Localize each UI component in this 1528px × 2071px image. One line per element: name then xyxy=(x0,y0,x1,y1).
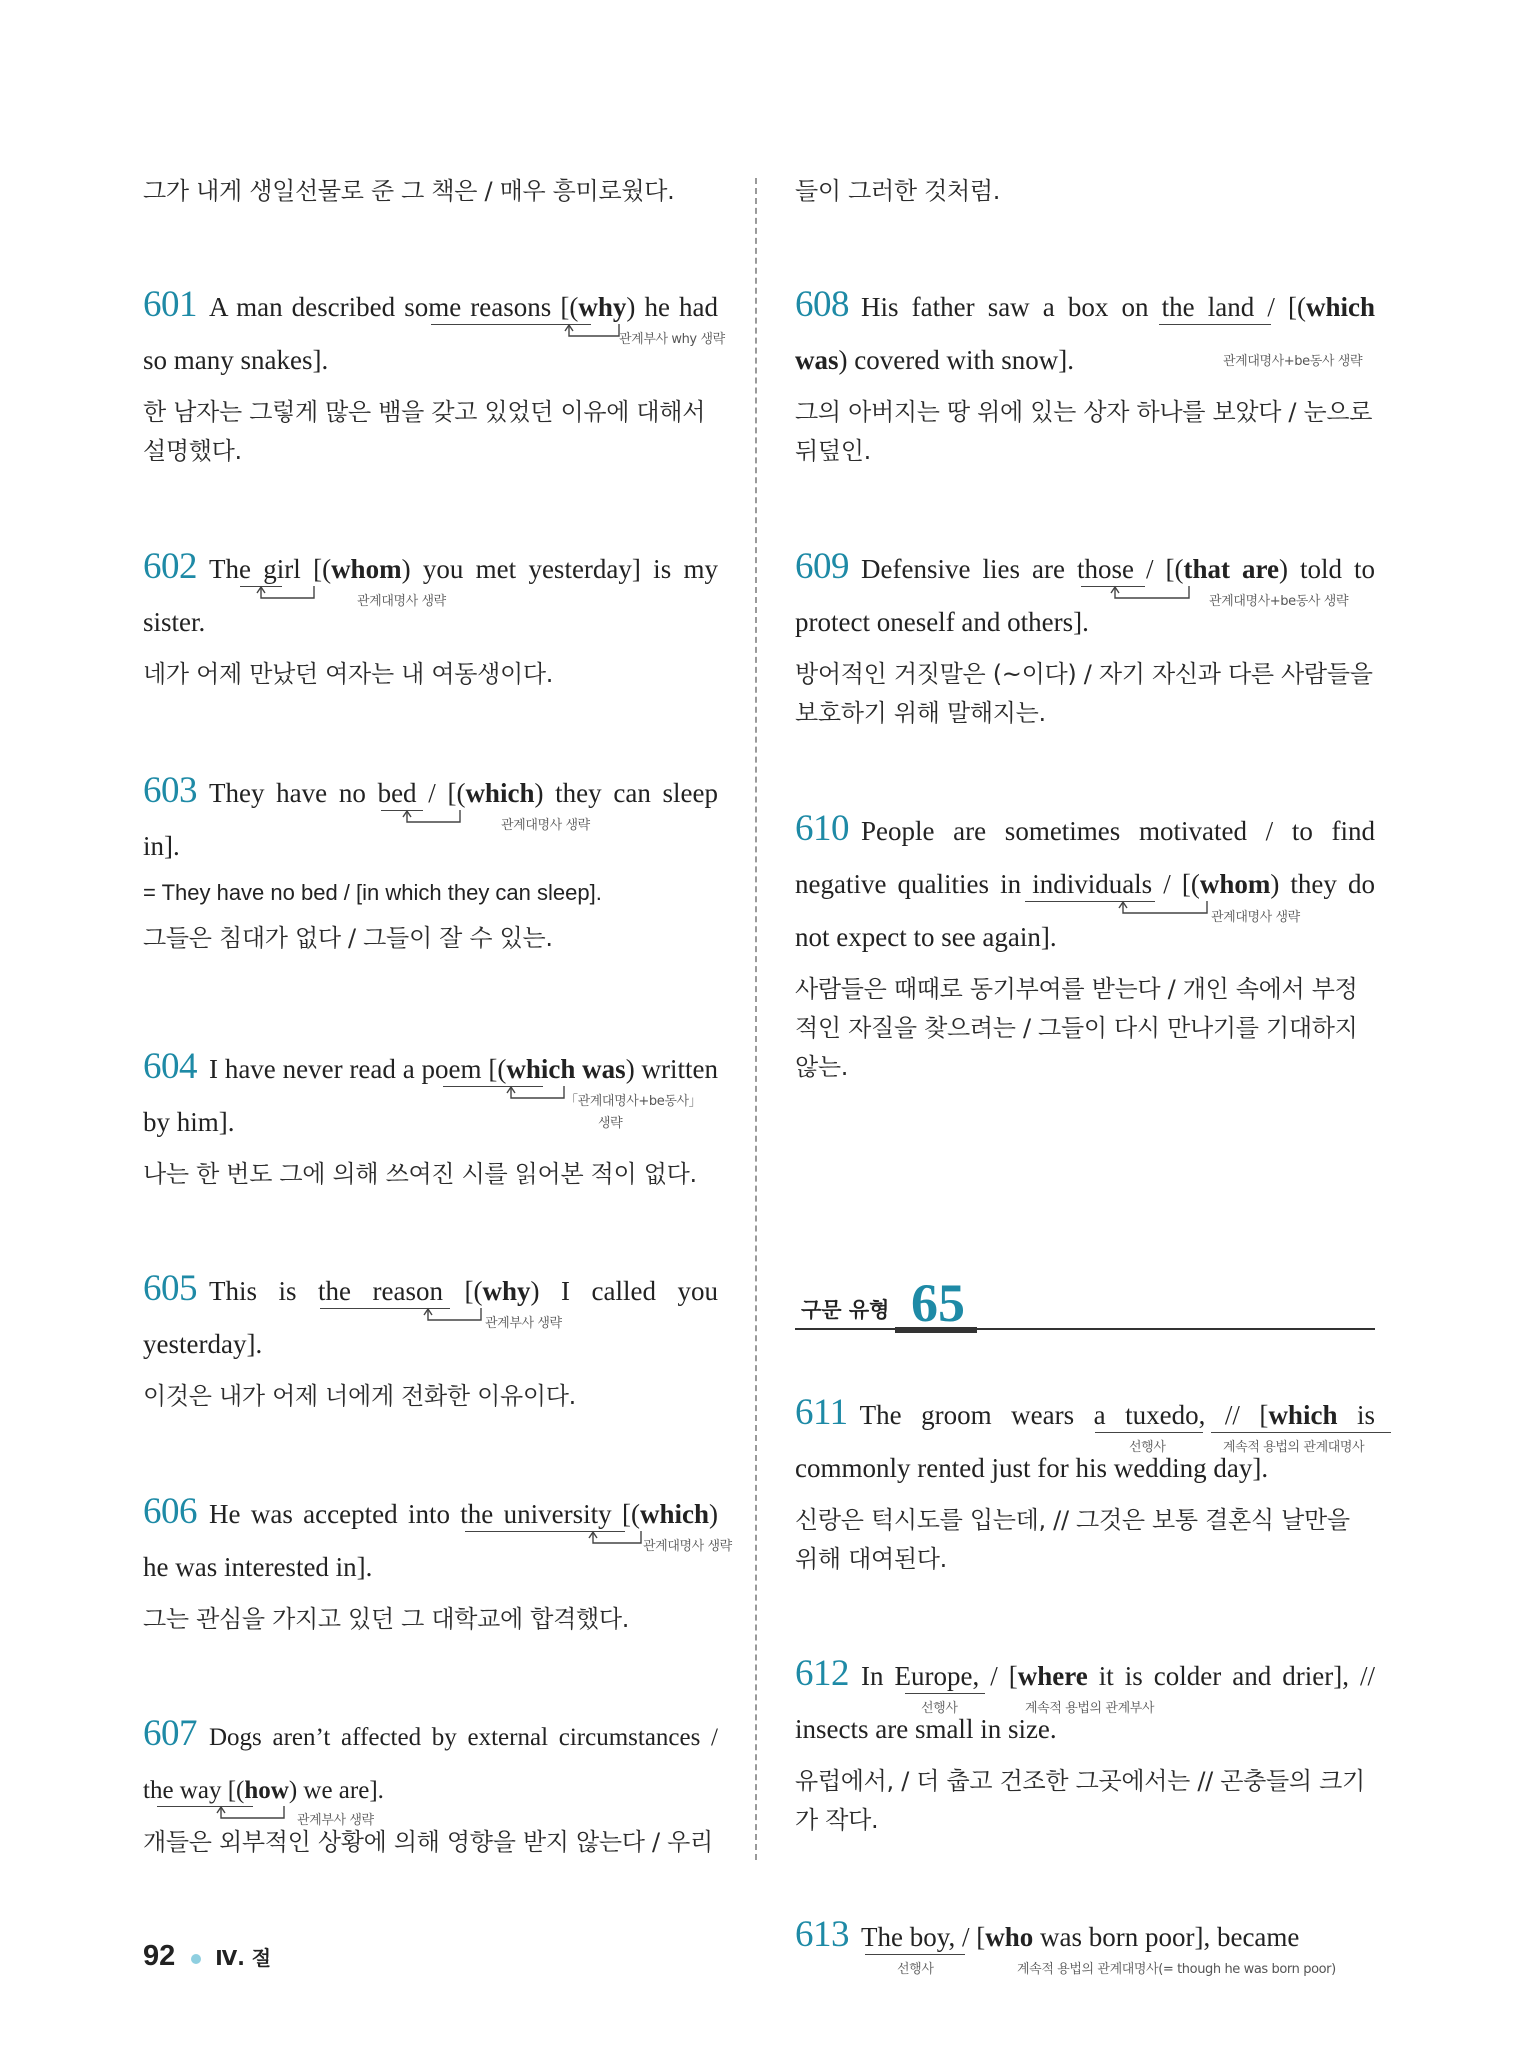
grammar-note: 계속적 용법의 관계대명사(= though he was born poor) xyxy=(1017,1962,1336,1977)
sentence-number: 605 xyxy=(143,1268,197,1309)
relative-word: who xyxy=(985,1922,1034,1952)
grammar-note: 「관계대명사+be동사」 xyxy=(565,1094,702,1109)
sentence-ko: 네가 어제 만났던 여자는 내 여동생이다. xyxy=(143,660,554,688)
antecedent: a tuxedo xyxy=(1093,1400,1199,1430)
grammar-note: 관계부사 생략 xyxy=(297,1813,374,1828)
grammar-note: 관계부사 생략 xyxy=(485,1316,562,1331)
antecedent-note: 선행사 xyxy=(897,1962,934,1977)
sentence-number: 604 xyxy=(143,1046,197,1087)
relative-word: which xyxy=(465,778,535,808)
sentence-ko: 방어적인 거짓말은 (~이다) / 자기 자신과 다른 사람들을 보호하기 위해 말해지는. xyxy=(795,660,1373,727)
omission-arrow-icon xyxy=(259,586,319,606)
right-top-line: 들이 그러한 것처럼. xyxy=(795,177,1001,205)
sentence-ko: 그들은 침대가 없다 / 그들이 잘 수 있는. xyxy=(143,924,553,952)
sentence-en: 608 His father saw a box on the land / [(which was) covered with snow]. xyxy=(795,284,1376,375)
relative-word: which xyxy=(1268,1400,1338,1430)
sentence-number: 606 xyxy=(143,1491,197,1532)
relative-word: whom xyxy=(331,554,402,584)
sentence-en: 611 The groom wears a tuxedo, // [which is commonly rented just for his wedding day]. xyxy=(795,1392,1375,1483)
relative-word: that are xyxy=(1183,554,1279,584)
bullet-dot-icon xyxy=(191,1954,201,1964)
sentence-607 xyxy=(143,1707,718,1862)
antecedent-underline xyxy=(905,1693,985,1694)
sentence-en: 601 A man described some reasons [(why) he had so many snakes]. xyxy=(143,284,719,375)
sentence-en: 612 In Europe, / [where it is colder and drier], // insects are small in size. xyxy=(795,1653,1376,1744)
antecedent: the way xyxy=(143,1777,222,1804)
grammar-note: 관계대명사+be동사 생략 xyxy=(1223,354,1363,369)
section-number: 65 xyxy=(911,1273,965,1333)
grammar-note: 관계대명사 생략 xyxy=(357,594,446,609)
clause-underline xyxy=(1211,1432,1391,1433)
sentence-number: 612 xyxy=(795,1653,849,1694)
grammar-note: 관계대명사 생략 xyxy=(501,818,590,833)
relative-word: how xyxy=(244,1777,289,1804)
omission-arrow-icon xyxy=(1113,586,1193,606)
sentence-en: 609 Defensive lies are those / [(that are) told to protect oneself and others]. xyxy=(795,546,1375,637)
antecedent: those xyxy=(1076,554,1134,584)
sentence-603 xyxy=(143,764,718,958)
omission-arrow-icon xyxy=(219,1806,289,1826)
sentence-en: 605 This is the reason [(why) I called you yesterday]. xyxy=(143,1268,719,1359)
sentence-number: 613 xyxy=(795,1914,849,1955)
antecedent-underline xyxy=(1095,1432,1203,1433)
omission-arrow-icon xyxy=(426,1308,486,1328)
sentence-601 xyxy=(143,278,725,471)
relative-word: why xyxy=(578,292,627,322)
antecedent-underline xyxy=(1159,324,1271,325)
sentence-606 xyxy=(143,1485,732,1639)
sentence-604 xyxy=(143,1040,718,1194)
antecedent: the university xyxy=(460,1499,612,1529)
sentence-ko: 개들은 외부적인 상황에 의해 영향을 받지 않는다 / 우리 xyxy=(143,1828,713,1856)
sentence-609 xyxy=(795,540,1375,733)
relative-word: whom xyxy=(1199,869,1271,899)
sentence-en: 607 Dogs aren’t affected by external circumstances / the way [(how) we are]. xyxy=(143,1713,718,1804)
omission-arrow-icon xyxy=(591,1531,646,1551)
sentence-ko: 신랑은 턱시도를 입는데, // 그것은 보통 결혼식 날만을 위해 대여된다. xyxy=(795,1506,1350,1573)
antecedent: the reason xyxy=(318,1276,444,1306)
sentence-en: 602 The girl [(whom) you met yesterday] is my sister. xyxy=(143,546,718,637)
grammar-note: 계속적 용법의 관계부사 xyxy=(1025,1701,1155,1716)
grammar-note: 관계대명사 생략 xyxy=(643,1539,732,1554)
relative-word: why xyxy=(482,1276,531,1306)
page-number: 92 xyxy=(143,1940,176,1972)
antecedent: the land xyxy=(1161,292,1255,322)
antecedent-note: 선행사 xyxy=(1129,1440,1166,1455)
sentence-number: 607 xyxy=(143,1713,197,1754)
grammar-note: 계속적 용법의 관계대명사 xyxy=(1223,1440,1365,1455)
sentence-en: 603 They have no bed / [(which) they can sleep in]. xyxy=(143,770,718,861)
page-footer xyxy=(143,1940,271,1973)
grammar-note-line2: 생략 xyxy=(598,1116,623,1131)
sentence-ko: 유럽에서, / 더 춥고 건조한 그곳에서는 // 곤충들의 크기가 작다. xyxy=(795,1767,1365,1834)
antecedent-underline xyxy=(865,1954,965,1955)
sentence-613 xyxy=(795,1908,1375,1977)
omission-arrow-icon xyxy=(1121,901,1211,921)
relative-word: where xyxy=(1017,1661,1088,1691)
sentence-ko: 나는 한 번도 그에 의해 쓰여진 시를 읽어본 적이 없다. xyxy=(143,1160,697,1188)
antecedent: some reasons xyxy=(404,292,552,322)
sentence-610 xyxy=(795,802,1375,1087)
sentence-number: 608 xyxy=(795,284,849,325)
sentence-number: 601 xyxy=(143,284,197,325)
sentence-en: 613 The boy, / [who was born poor], became xyxy=(795,1914,1300,1955)
sentence-602 xyxy=(143,540,718,694)
sentence-ko: 한 남자는 그렇게 많은 뱀을 갖고 있었던 이유에 대해서 설명했다. xyxy=(143,398,706,465)
antecedent: bed xyxy=(377,778,417,808)
antecedent: individuals xyxy=(1032,869,1153,899)
sentence-en: 606 He was accepted into the university [(which) he was interested in]. xyxy=(143,1491,718,1582)
relative-word: which xyxy=(639,1499,709,1529)
column-divider xyxy=(755,178,757,1860)
sentence-en: 610 People are sometimes motivated / to find negative qualities in individuals / [(whom) they do not expect to see again]. xyxy=(795,808,1376,952)
sentence-number: 610 xyxy=(795,808,849,849)
antecedent-note: 선행사 xyxy=(921,1701,958,1716)
sentence-ko: 이것은 내가 어제 너에게 전화한 이유이다. xyxy=(143,1382,577,1410)
grammar-note: 관계부사 why 생략 xyxy=(619,332,725,347)
sentence-ko: 그의 아버지는 땅 위에 있는 상자 하나를 보았다 / 눈으로 뒤덮인. xyxy=(795,398,1373,465)
antecedent: a poem xyxy=(402,1054,482,1084)
sentence-en: 604 I have never read a poem [(which was) written by him]. xyxy=(143,1046,718,1137)
grammar-note: 관계대명사 생략 xyxy=(1211,910,1300,925)
omission-arrow-icon xyxy=(509,1086,569,1106)
antecedent: girl xyxy=(263,554,301,584)
sentence-ko: 그는 관심을 가지고 있던 그 대학교에 합격했다. xyxy=(143,1605,630,1633)
sentence-612 xyxy=(795,1647,1375,1840)
sentence-611 xyxy=(795,1386,1375,1579)
antecedent: boy xyxy=(909,1922,949,1952)
relative-word: which was xyxy=(795,292,1376,375)
chapter-label: Ⅳ. 절 xyxy=(215,1946,272,1970)
sentence-number: 603 xyxy=(143,770,197,811)
left-top-line: 그가 내게 생일선물로 준 그 책은 / 매우 흥미로웠다. xyxy=(143,177,675,205)
section-label: 구문 유형 xyxy=(801,1298,890,1322)
sentence-ko: 사람들은 때때로 동기부여를 받는다 / 개인 속에서 부정적인 자질을 찾으려는 / 그들이 다시 만나기를 기대하지 않는. xyxy=(795,975,1358,1081)
sentence-608 xyxy=(795,278,1375,471)
sentence-number: 609 xyxy=(795,546,849,587)
relative-word: which was xyxy=(506,1054,626,1084)
equivalent-sentence: = They have no bed / [in which they can sleep]. xyxy=(143,880,602,905)
antecedent: Europe xyxy=(894,1661,973,1691)
grammar-note: 관계대명사+be동사 생략 xyxy=(1209,594,1349,609)
omission-arrow-icon xyxy=(567,324,622,344)
section-header xyxy=(795,1273,1375,1333)
sentence-605 xyxy=(143,1262,718,1416)
sentence-number: 602 xyxy=(143,546,197,587)
sentence-number: 611 xyxy=(795,1392,848,1433)
omission-arrow-icon xyxy=(405,810,465,830)
